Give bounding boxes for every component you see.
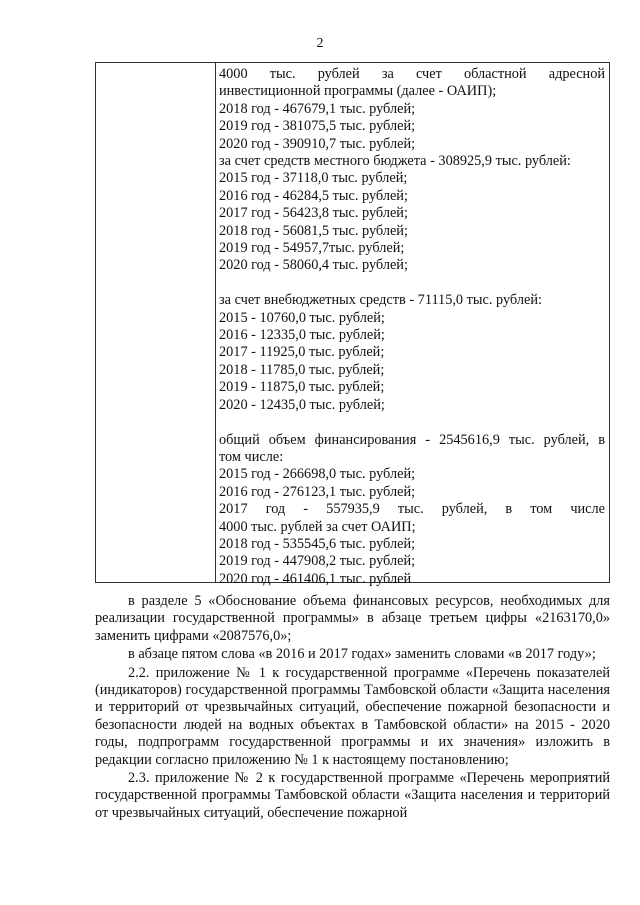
paragraph: 2.3. приложение № 2 к государственной программе «Перечень мероприятий государственной программы Тамбовской области «Защита населения и территорий от чрезвычайных ситуаций, обеспечение пожарной: [95, 770, 610, 821]
table-line: 2020 год - 390910,7 тыс. рублей;: [219, 135, 416, 152]
table-left-column: [96, 63, 216, 582]
paragraph: в абзаце пятом слова «в 2016 и 2017 годах» заменить словами «в 2017 году»;: [128, 646, 596, 663]
table-line: 4000 тыс. рублей за счет ОАИП;: [219, 518, 416, 535]
table-line: 2019 год - 381075,5 тыс. рублей;: [219, 118, 416, 135]
financing-table: [95, 62, 610, 587]
table-line: 4000 тыс. рублей за счет областной адресной: [219, 66, 605, 82]
table-line: 2016 - 12335,0 тыс. рублей;: [219, 327, 385, 344]
paragraph: в разделе 5 «Обоснование объема финансовых ресурсов, необходимых для реализации государственной программы» в абзаце третьем цифры «2163170,0» заменить цифрами «2087576,0»;: [95, 593, 610, 644]
table-line: 2017 - 11925,0 тыс. рублей;: [219, 344, 385, 361]
table-line: 2015 год - 37118,0 тыс. рублей;: [219, 170, 408, 187]
table-line: инвестиционной программы (далее - ОАИП);: [219, 83, 497, 100]
table-line: 2020 год - 58060,4 тыс. рублей;: [219, 257, 408, 274]
table-line: том числе:: [219, 448, 284, 465]
table-line: 2017 год - 557935,9 тыс. рублей, в том числе: [219, 501, 605, 518]
table-line: за счет средств местного бюджета - 308925,9 тыс. рублей:: [219, 153, 571, 170]
table-line: за счет внебюджетных средств - 71115,0 тыс. рублей:: [219, 292, 542, 309]
table-line: 2015 - 10760,0 тыс. рублей;: [219, 309, 385, 326]
table-line: общий объем финансирования - 2545616,9 тыс. рублей, в: [219, 431, 605, 448]
table-line: 2016 год - 276123,1 тыс. рублей;: [219, 483, 416, 500]
table-spacer: [219, 414, 605, 431]
table-line: 2020 год - 461406,1 тыс. рублей: [219, 570, 412, 587]
table-right-column: [219, 66, 605, 588]
table-line: 2018 год - 535545,6 тыс. рублей;: [219, 535, 416, 552]
table-line: 2019 год - 447908,2 тыс. рублей;: [219, 553, 416, 570]
table-line: 2018 год - 467679,1 тыс. рублей;: [219, 100, 416, 117]
table-line: 2017 год - 56423,8 тыс. рублей;: [219, 205, 408, 222]
table-spacer: [219, 275, 605, 292]
table-line: 2019 год - 54957,7тыс. рублей;: [219, 240, 405, 257]
table-line: 2016 год - 46284,5 тыс. рублей;: [219, 187, 408, 204]
table-line: 2020 - 12435,0 тыс. рублей;: [219, 396, 385, 413]
table-line: 2018 - 11785,0 тыс. рублей;: [219, 361, 385, 378]
body-text: [95, 593, 610, 823]
table-line: 2019 - 11875,0 тыс. рублей;: [219, 379, 385, 396]
paragraph: 2.2. приложение № 1 к государственной программе «Перечень показателей (индикаторов) государственной программы Тамбовской области «Защита населения и территорий от чрезвычайных ситуаций, обеспечение пожарной безопасности и безопасности людей на водных объектах в Тамбовской области» на 2015 - 2020 годы, подпрограмм государственной программы и их значения» изложить в редакции согласно приложению № 1 к настоящему постановлению;: [95, 664, 610, 768]
page-number: 2: [316, 36, 324, 51]
table-line: 2015 год - 266698,0 тыс. рублей;: [219, 466, 416, 483]
table-line: 2018 год - 56081,5 тыс. рублей;: [219, 222, 408, 239]
